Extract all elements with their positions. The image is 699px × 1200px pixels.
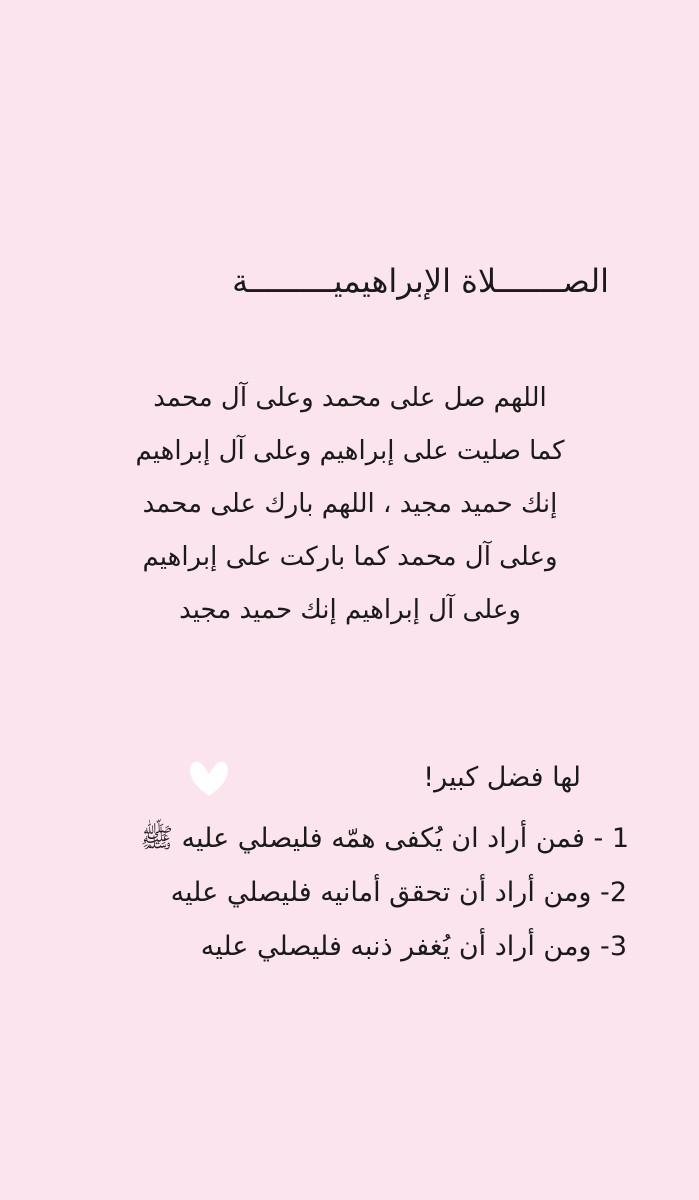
virtue-item: 3- ومن أراد أن يُغفر ذنبه فليصلي عليه bbox=[200, 931, 627, 962]
prayer-line: اللهم صل على محمد وعلى آل محمد bbox=[153, 383, 547, 413]
page-title: الصـــــــلاة الإبراهيميـــــــــة bbox=[232, 262, 609, 300]
white-heart-icon bbox=[184, 758, 234, 800]
virtues-list bbox=[69, 812, 629, 974]
prayer-line: كما صليت على إبراهيم وعلى آل إبراهيم bbox=[135, 436, 565, 466]
virtue-item: 1 - فمن أراد ان يُكفى همّه فليصلي عليه ﷺ bbox=[140, 823, 629, 854]
ibrahimi-prayer-text bbox=[110, 372, 590, 637]
virtue-item: 2- ومن أراد أن تحقق أمانيه فليصلي عليه bbox=[170, 877, 627, 908]
prayer-line: وعلى آل إبراهيم إنك حميد مجيد bbox=[179, 595, 521, 625]
virtues-heading: لها فضل كبير! bbox=[423, 762, 581, 793]
prayer-line: إنك حميد مجيد ، اللهم بارك على محمد bbox=[142, 489, 558, 519]
prayer-line: وعلى آل محمد كما باركت على إبراهيم bbox=[142, 542, 558, 572]
